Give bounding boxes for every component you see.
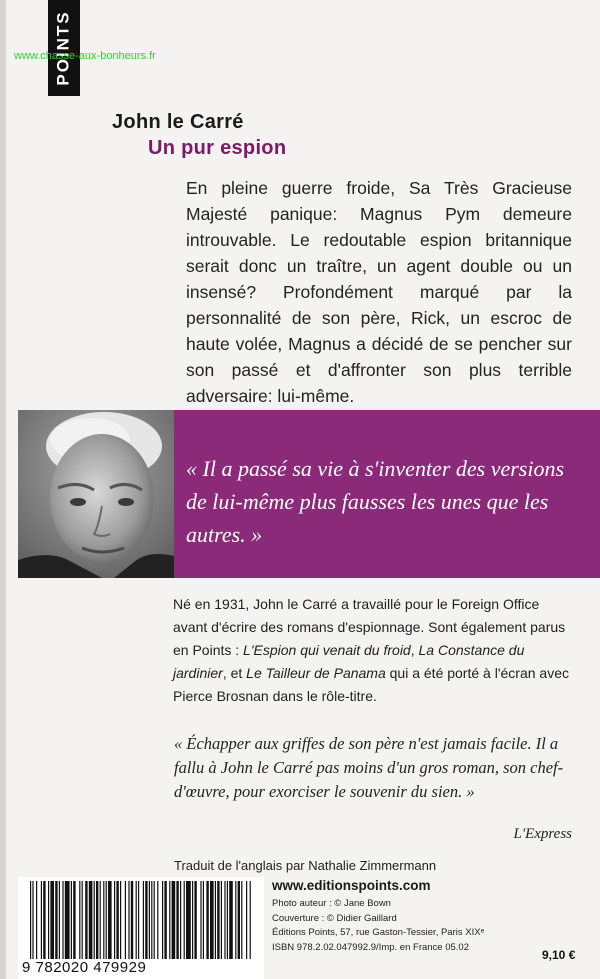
barcode-bar bbox=[125, 881, 126, 959]
barcode-bar bbox=[157, 881, 158, 959]
barcode-bar bbox=[194, 881, 196, 959]
barcode-bar bbox=[85, 881, 87, 959]
barcode-bar bbox=[30, 881, 31, 959]
barcode-bar bbox=[79, 881, 80, 959]
barcode-bar bbox=[50, 881, 54, 959]
barcode-bar bbox=[164, 881, 166, 959]
publisher-address: Éditions Points, 57, rue Gaston-Tessier, Paris XIXᵉ bbox=[272, 927, 485, 938]
credits-block bbox=[272, 897, 484, 955]
barcode-bar bbox=[169, 881, 170, 959]
barcode-bar bbox=[206, 881, 208, 959]
barcode-bar bbox=[114, 881, 115, 959]
barcode-bar bbox=[210, 881, 214, 959]
barcode-bar bbox=[89, 881, 93, 959]
barcode-bar bbox=[120, 881, 121, 959]
barcode-bar bbox=[238, 881, 240, 959]
barcode-bar bbox=[192, 881, 193, 959]
barcode-bar bbox=[151, 881, 152, 959]
barcode-bar bbox=[145, 881, 147, 959]
barcode-bar bbox=[73, 881, 75, 959]
barcode-bar bbox=[215, 881, 216, 959]
barcode-bar bbox=[116, 881, 118, 959]
barcode-bar bbox=[103, 881, 104, 959]
bio-text-2: qui a été porté à l'écran avec Pierce Brosnan dans le rôle-titre. bbox=[173, 665, 569, 704]
featured-quote-band bbox=[174, 410, 600, 578]
barcode-bar bbox=[65, 881, 70, 959]
cover-edge bbox=[0, 0, 6, 979]
barcode-bar bbox=[71, 881, 72, 959]
barcode-bar bbox=[136, 881, 137, 959]
barcode-bar bbox=[36, 881, 37, 959]
barcode-bar bbox=[128, 881, 129, 959]
synopsis-text: En pleine guerre froide, Sa Très Gracieuse Majesté panique: Magnus Pym demeure introuvable. Le redoutable espion britannique serait donc un traître, un agent double ou un insensé? Profondément marqué par la personnalité de son père, Rick, un escroc de haute volée, Magnus a décidé de se pencher sur son passé et d'affronter son plus terrible adversaire: lui-même. bbox=[186, 178, 572, 406]
publisher-website: www.editionspoints.com bbox=[272, 878, 431, 893]
photo-credit: Photo auteur : © Jane Bown bbox=[272, 898, 391, 909]
barcode-bar bbox=[184, 881, 185, 959]
publisher-logo: POINTS bbox=[54, 10, 74, 86]
barcode-bar bbox=[241, 881, 242, 959]
author-photo bbox=[18, 410, 174, 578]
publisher-strip bbox=[48, 0, 80, 96]
barcode-bar bbox=[200, 881, 201, 959]
bio-title-3: Le Tailleur de Panama bbox=[246, 665, 386, 681]
barcode-bar bbox=[62, 881, 63, 959]
barcode-bar bbox=[41, 881, 42, 959]
author-name: John le Carré bbox=[112, 111, 244, 133]
review-source: L'Express bbox=[513, 826, 572, 842]
barcode-bar bbox=[246, 881, 247, 959]
bio-title-1: L'Espion qui venait du froid bbox=[243, 642, 411, 658]
barcode-bar bbox=[217, 881, 219, 959]
barcode-bar bbox=[106, 881, 107, 959]
barcode-bar bbox=[227, 881, 228, 959]
barcode-bar bbox=[221, 881, 222, 959]
barcode-bar bbox=[154, 881, 155, 959]
barcode-bar bbox=[186, 881, 191, 959]
press-review: « Échapper aux griffes de son père n'est jamais facile. Il a fallu à John le Carré pas moins d'un gros roman, son chef-d'œuvre, pour exorciser le souvenir du sien. » bbox=[174, 734, 564, 801]
barcode-bar bbox=[59, 881, 60, 959]
translator-credit: Traduit de l'anglais par Nathalie Zimmermann bbox=[174, 858, 437, 873]
price: 9,10 € bbox=[542, 948, 576, 962]
barcode-bar bbox=[96, 881, 98, 959]
bio-sep-1: , bbox=[410, 642, 419, 658]
author-bio bbox=[173, 593, 573, 708]
barcode-bar bbox=[235, 881, 236, 959]
barcode-bar bbox=[43, 881, 45, 959]
barcode-bar bbox=[138, 881, 139, 959]
barcode-bar bbox=[224, 881, 225, 959]
cover-credit: Couverture : © Didier Gaillard bbox=[272, 912, 397, 924]
barcode-bar bbox=[180, 881, 181, 959]
bio-text-1: Né en 1931, John le Carré a travaillé pour le Foreign Office avant d'écrire des romans d'espionnage. Sont également parus en Points : bbox=[173, 596, 566, 658]
featured-quote: « Il a passé sa vie à s'inventer des versions de lui-même plus fausses les unes que les autres. » bbox=[186, 456, 565, 547]
watermark-url: www.chasse-aux-bonheurs.fr bbox=[14, 50, 156, 62]
barcode-bar bbox=[55, 881, 57, 959]
barcode bbox=[18, 877, 264, 979]
barcode-bar bbox=[176, 881, 178, 959]
barcode-bar bbox=[229, 881, 233, 959]
book-title: Un pur espion bbox=[148, 137, 287, 159]
barcode-bar bbox=[82, 881, 83, 959]
barcode-bar bbox=[131, 881, 133, 959]
barcode-bars bbox=[28, 881, 254, 959]
author-portrait-image bbox=[18, 410, 174, 578]
isbn-line: ISBN 978.2.02.047992.9/Imp. en France 05.02 bbox=[272, 941, 469, 953]
barcode-bar bbox=[143, 881, 144, 959]
barcode-bar bbox=[162, 881, 163, 959]
barcode-bar bbox=[203, 881, 204, 959]
barcode-bar bbox=[149, 881, 150, 959]
barcode-bar bbox=[250, 881, 251, 959]
barcode-bar bbox=[32, 881, 33, 959]
barcode-bar bbox=[100, 881, 101, 959]
barcode-number: 9 782020 479929 bbox=[22, 959, 147, 976]
barcode-bar bbox=[94, 881, 95, 959]
bio-sep-2: , et bbox=[222, 665, 247, 681]
barcode-bar bbox=[108, 881, 112, 959]
barcode-bar bbox=[172, 881, 176, 959]
barcode-bar bbox=[48, 881, 49, 959]
bio-title-2: La Constance du jardinier bbox=[173, 642, 525, 681]
